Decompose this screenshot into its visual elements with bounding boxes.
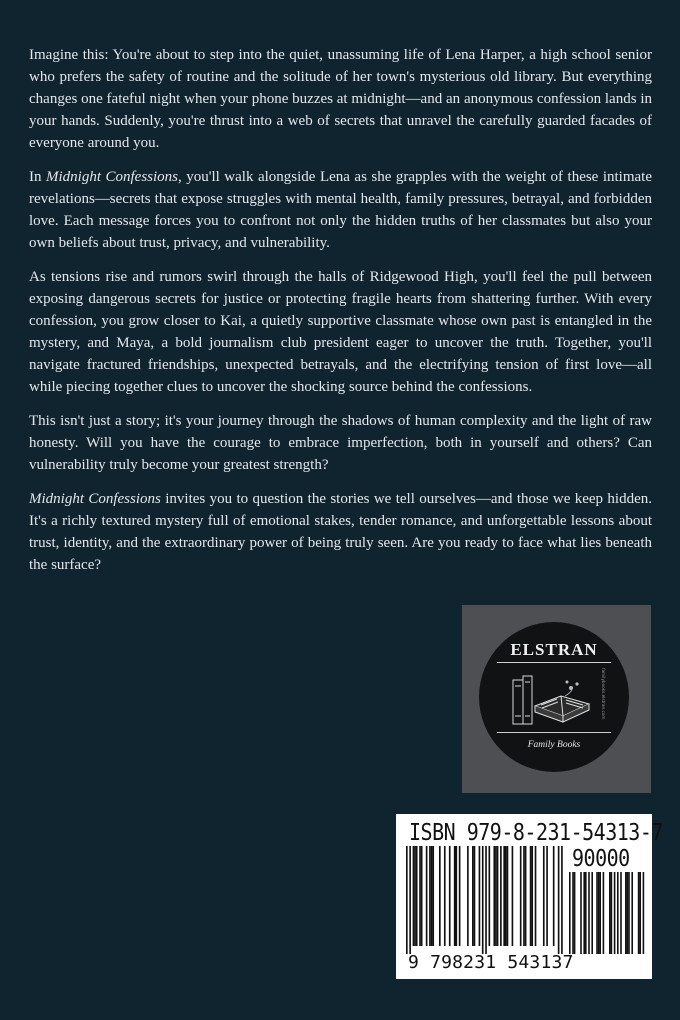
barcode-bar <box>580 872 582 954</box>
barcode-bar <box>503 846 505 946</box>
blurb-text-4: This isn't just a story; it's your journey through the shadows of human complexity and the light of raw honesty. Will you have the courage to embrace imperfection, both in yourself and others? Can vulnerability truly become your greatest strength? <box>29 413 652 473</box>
barcode-bar <box>439 846 441 946</box>
publisher-tagline: Family Books <box>527 740 581 750</box>
book-title-italic: Midnight Confessions <box>29 491 161 507</box>
barcode-bar <box>416 846 418 946</box>
barcode-bar <box>628 872 630 954</box>
publisher-side-url <box>595 666 605 728</box>
publisher-logo-box <box>462 605 651 793</box>
isbn-number: ISBN 979-8-231-54313-7 <box>409 818 663 846</box>
barcode-bar <box>505 846 507 946</box>
barcode-bar <box>419 846 421 946</box>
barcode-bar <box>558 846 560 954</box>
barcode-bar <box>426 846 428 946</box>
barcode-bar <box>546 846 548 946</box>
barcode-bar <box>409 846 411 954</box>
open-book-illustration-icon <box>509 666 599 736</box>
price-code: 90000 <box>572 844 630 872</box>
barcode-bar <box>631 872 633 954</box>
barcode-bar <box>609 872 611 954</box>
barcode-bar <box>512 846 514 946</box>
barcode-bar <box>454 846 456 946</box>
barcode-bar <box>432 846 434 946</box>
divider <box>497 732 611 733</box>
barcode-bar <box>598 872 600 954</box>
barcode-bar <box>414 846 416 946</box>
barcode-bar <box>482 846 484 954</box>
publisher-logo <box>479 622 629 772</box>
svg-text:familybooks.elstran.com: familybooks.elstran.com <box>601 668 606 720</box>
blurb-text-2b: , you'll walk alongside Lena as she grapples with the weight of these intimate revelations—secrets that expose struggles with mental health, family pressures, betrayal, and forbidden love. Each message forces you to confront not only the hidden truths of her classmates but also your own beliefs about trust, privacy, and vulnerability. <box>29 169 652 251</box>
barcode-bar <box>520 846 522 946</box>
barcode-bar <box>449 846 451 946</box>
blurb-paragraph-1 <box>29 44 652 154</box>
barcode-bar <box>638 872 640 954</box>
barcode-bar <box>599 872 601 954</box>
book-title-italic: Midnight Confessions <box>46 169 179 185</box>
addon-bars <box>569 872 645 954</box>
barcode-bar <box>485 846 487 954</box>
barcode-bar <box>467 846 469 946</box>
barcode-bar <box>525 846 527 946</box>
barcode-bar <box>543 846 545 946</box>
blurb-paragraph-3 <box>29 266 652 398</box>
barcode-bar <box>583 872 585 954</box>
blurb-paragraph-5 <box>29 488 652 576</box>
barcode-bar <box>643 872 645 954</box>
barcode-bar <box>500 846 502 946</box>
barcode-bar <box>472 846 474 946</box>
barcode-bar <box>523 846 525 946</box>
barcode-bar <box>406 846 408 954</box>
barcode-bar <box>493 846 495 946</box>
isbn-barcode <box>396 814 663 979</box>
barcode-bar <box>497 846 499 946</box>
blurb-text-3: As tensions rise and rumors swirl through the halls of Ridgewood High, you'll feel the pull between exposing dangerous secrets for justice or protecting fragile hearts from shattering further. With every confession, you grow closer to Kai, a quietly supportive classmate whose own past is entangled in the mystery, and Maya, a bold journalism club president eager to uncover the truth. Together, you'll navigate fractured friendships, unexpected betrayals, and the electrifying tension of first love—all while piecing together clues to uncover the shocking source behind the confessions. <box>29 269 652 395</box>
barcode-bar <box>627 872 629 954</box>
barcode-bar <box>572 872 574 954</box>
barcode-bar <box>535 846 537 946</box>
divider <box>497 662 611 663</box>
barcode-bar <box>591 872 593 954</box>
barcode-bar <box>431 846 433 946</box>
barcode-bar <box>429 846 431 946</box>
barcode-bar <box>531 846 533 946</box>
barcode-bar <box>444 846 446 946</box>
barcode-bar <box>530 846 532 946</box>
barcode-bar <box>585 872 587 954</box>
barcode-bar <box>507 846 509 946</box>
back-cover-blurb <box>29 44 652 588</box>
barcode-bar <box>614 872 616 954</box>
blurb-text-2a: In <box>29 169 46 185</box>
barcode-bar <box>639 872 641 954</box>
barcode-bar <box>474 846 476 946</box>
blurb-text-1: Imagine this: You're about to step into the quiet, unassuming life of Lena Harper, a high school senior who prefers the safety of routine and the solitude of her town's mysterious old library. But everything changes one fateful night when your phone buzzes at midnight—and an anonymous confession lands in your hands. Suddenly, you're thrust into a web of secrets that unravel the carefully guarded facades of everyone around you. <box>29 47 652 151</box>
publisher-name: ELSTRAN <box>510 640 598 659</box>
barcode-bar <box>553 846 555 946</box>
barcode-bar <box>413 846 415 946</box>
barcode-bar <box>625 872 627 954</box>
barcode-bar <box>596 872 598 954</box>
barcode-bar <box>574 872 576 954</box>
barcode-bar <box>603 872 605 954</box>
barcode-bar <box>620 872 622 954</box>
barcode-bar <box>569 872 571 954</box>
barcode-bar <box>495 846 497 946</box>
barcode-bar <box>456 846 458 946</box>
barcode-bar <box>611 872 613 954</box>
barcode-bar <box>421 846 423 946</box>
barcode-bar <box>459 846 461 946</box>
barcode-bar <box>489 846 491 946</box>
barcode-bar <box>561 846 563 954</box>
barcode-bar <box>617 872 619 954</box>
ean-digits: 9 798231 543137 <box>408 952 574 973</box>
barcode-bar <box>588 872 590 954</box>
blurb-paragraph-2 <box>29 166 652 254</box>
blurb-text-5: invites you to question the stories we tell ourselves—and those we keep hidden. It's a richly textured mystery full of emotional stakes, tender romance, and unforgettable lessons about trust, identity, and the extraordinary power of being truly seen. Are you ready to face what lies beneath the surface? <box>29 491 652 573</box>
ean13-bars <box>406 846 566 954</box>
blurb-paragraph-4 <box>29 410 652 476</box>
barcode-bar <box>479 846 481 946</box>
